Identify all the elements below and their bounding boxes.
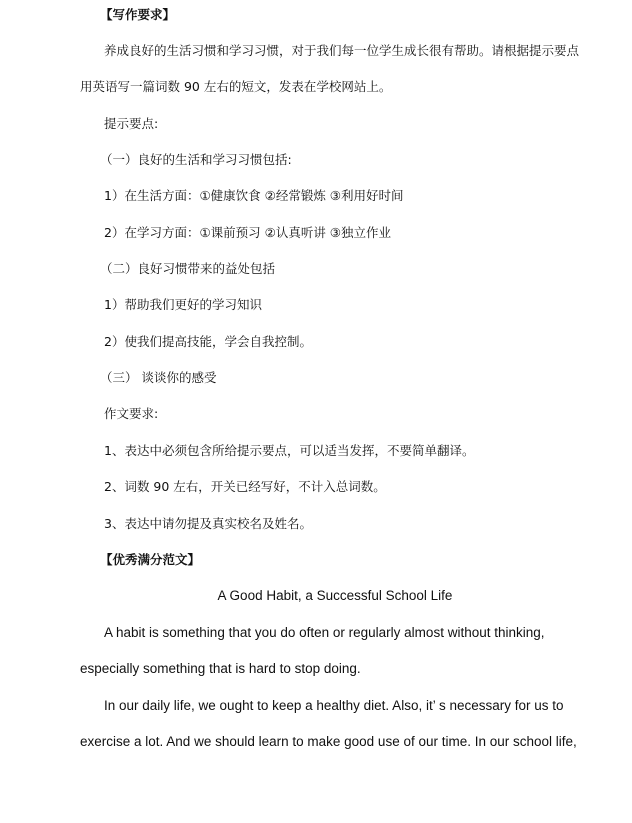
section1-item1: 1）在生活方面：①健康饮食 ②经常锻炼 ③利用好时间 [104,188,404,203]
section2-item2: 2）使我们提高技能，学会自我控制。 [104,334,312,349]
intro-line-1: 养成良好的生活习惯和学习习惯，对于我们每一位学生成长很有帮助。请根据提示要点 [104,43,580,58]
rule-3: 3、表达中请勿提及真实校名及姓名。 [104,516,312,531]
intro-line-2: 用英语写一篇词数 90 左右的短文，发表在学校网站上。 [80,79,392,94]
essay-para2-line2: exercise a lot. And we should learn to make good use of our time. In our school life, [80,734,577,749]
section2-item1: 1）帮助我们更好的学习知识 [104,297,262,312]
hints-label: 提示要点: [104,116,159,131]
section1-item2: 2）在学习方面：①课前预习 ②认真听讲 ③独立作业 [104,225,392,240]
section1-title: （一）良好的生活和学习习惯包括: [100,152,292,167]
essay-para1-line1: A habit is something that you do often or regularly almost without thinking, [104,625,545,640]
composition-label: 作文要求: [104,406,159,421]
writing-requirements-heading: 【写作要求】 [100,7,176,22]
rule-2: 2、词数 90 左右，开关已经写好，不计入总词数。 [104,479,386,494]
essay-para2-line1: In our daily life, we ought to keep a healthy diet. Also, it’ s necessary for us to [104,698,564,713]
sample-essay-heading: 【优秀满分范文】 [100,552,201,567]
section2-title: （二）良好习惯带来的益处包括 [100,261,276,276]
section3-title: （三） 谈谈你的感受 [100,370,217,385]
essay-para1-line2: especially something that is hard to stop doing. [80,661,361,676]
rule-1: 1、表达中必须包含所给提示要点，可以适当发挥，不要简单翻译。 [104,443,475,458]
essay-title: A Good Habit, a Successful School Life [217,588,453,603]
